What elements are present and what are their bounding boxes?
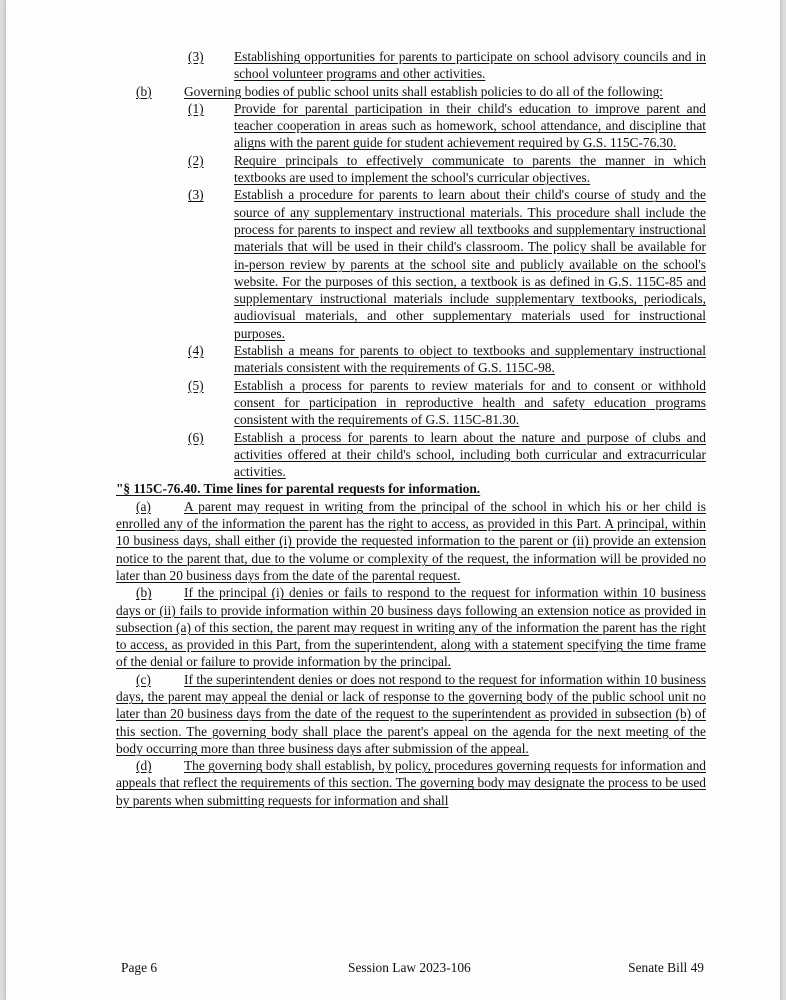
- list-item: [116, 48, 706, 83]
- subsection-label: (d): [136, 758, 152, 774]
- item-number: (5): [188, 377, 204, 393]
- subsection-label: (b): [136, 585, 152, 601]
- item-number: (6): [188, 429, 204, 445]
- item-number: (3): [188, 49, 204, 64]
- list-item: [116, 429, 706, 481]
- document-body: [116, 48, 706, 809]
- bill-number: Senate Bill 49: [628, 960, 704, 975]
- page-number: Page 6: [121, 960, 158, 975]
- item-text: Establishing opportunities for parents to participate on school advisory councils and in school volunteer programs and other activities.: [234, 49, 706, 82]
- section-heading: "§ 115C-76.40. Time lines for parental requests for information.: [116, 481, 481, 497]
- item-text: Require principals to effectively communicate to parents the manner in which textbooks are used to implement the school's curricular objectives.: [234, 152, 706, 186]
- document-page: [6, 0, 780, 1000]
- subsection-text: If the superintendent denies or does not respond to the request for information within 10 business days, the parent may appeal the denial or lack of response to the governing body of the public school unit no later than 20 business days from the date of the request to the superintendent as provided in subsection (b) of this section. The governing body shall place the parent's appeal on the agenda for the next meeting of the body occurring more than three business days after submission of the appeal.: [116, 671, 706, 756]
- list-item: [116, 152, 706, 187]
- list-item: [116, 342, 706, 377]
- subsection-label: (c): [136, 671, 151, 687]
- item-text: Establish a process for parents to learn about the nature and purpose of clubs and activities offered at their child's school, including both curricular and extracurricular activities.: [234, 429, 706, 480]
- item-text: Establish a process for parents to review materials for and to consent or withhold consent for participation in reproductive health and safety education programs consistent with the requirements of G.S. 115C-81.30.: [234, 377, 706, 428]
- item-text: Provide for parental participation in their child's education to improve parent and teacher cooperation in areas such as homework, school attendance, and discipline that aligns with the parent guide for student achievement required by G.S. 115C-76.30.: [234, 100, 706, 151]
- list-item: [116, 377, 706, 429]
- subsection-label: (b): [136, 83, 152, 99]
- item-number: (1): [188, 100, 204, 116]
- subsection: [116, 498, 706, 584]
- subsection-text: The governing body shall establish, by policy, procedures governing requests for information and appeals that reflect the requirements of this section. The governing body may designate the process to be used by parents when submitting requests for information and shall: [116, 758, 706, 808]
- list-item: [116, 186, 706, 342]
- subsection: [116, 584, 706, 670]
- subsection-b-intro: [116, 83, 706, 100]
- policy-list: [116, 100, 706, 481]
- session-law: Session Law 2023-106: [348, 960, 471, 975]
- subsection-text: Governing bodies of public school units shall establish policies to do all of the following:: [184, 83, 664, 99]
- item-text: Establish a means for parents to object to textbooks and supplementary instructional materials consistent with the requirements of G.S. 115C-98.: [234, 343, 706, 376]
- list-item: [116, 100, 706, 152]
- item-number: (2): [188, 152, 204, 168]
- item-number: (4): [188, 343, 204, 359]
- item-text: Establish a procedure for parents to learn about their child's course of study and the source of any supplementary instructional materials. This procedure shall include the process for parents to inspect and review all textbooks and supplementary instructional materials that will be used in their child's classroom. The policy shall be available for in-person review by parents at the school site and publicly available on the school's website. For the purposes of this section, a textbook is as defined in G.S. 115C-85 and supplementary instructional materials include supplementary textbooks, periodicals, audiovisual materials, and other supplementary materials used for instructional purposes.: [234, 187, 706, 341]
- subsection-text: A parent may request in writing from the principal of the school in which his or her child is enrolled any of the information the parent has the right to access, as provided in this Part. A principal, within 10 business days, shall either (i) provide the requested information to the parent or (ii) provide an extension notice to the parent that, due to the volume or complexity of the request, the information will be provided no later than 20 business days from the date of the parental request.: [116, 498, 706, 583]
- subsection: [116, 757, 706, 809]
- subsection: [116, 671, 706, 757]
- item-number: (3): [188, 187, 204, 203]
- subsection-text: If the principal (i) denies or fails to respond to the request for information within 10 business days or (ii) fails to provide information within 20 business days following an extension notice as provided in subsection (a) of this section, the parent may request in writing any of the information the parent has the right to access, as provided in this Part, from the superintendent, along with a statement specifying the time frame of the denial or failure to provide information by the principal.: [116, 585, 706, 670]
- subsection-label: (a): [136, 498, 151, 514]
